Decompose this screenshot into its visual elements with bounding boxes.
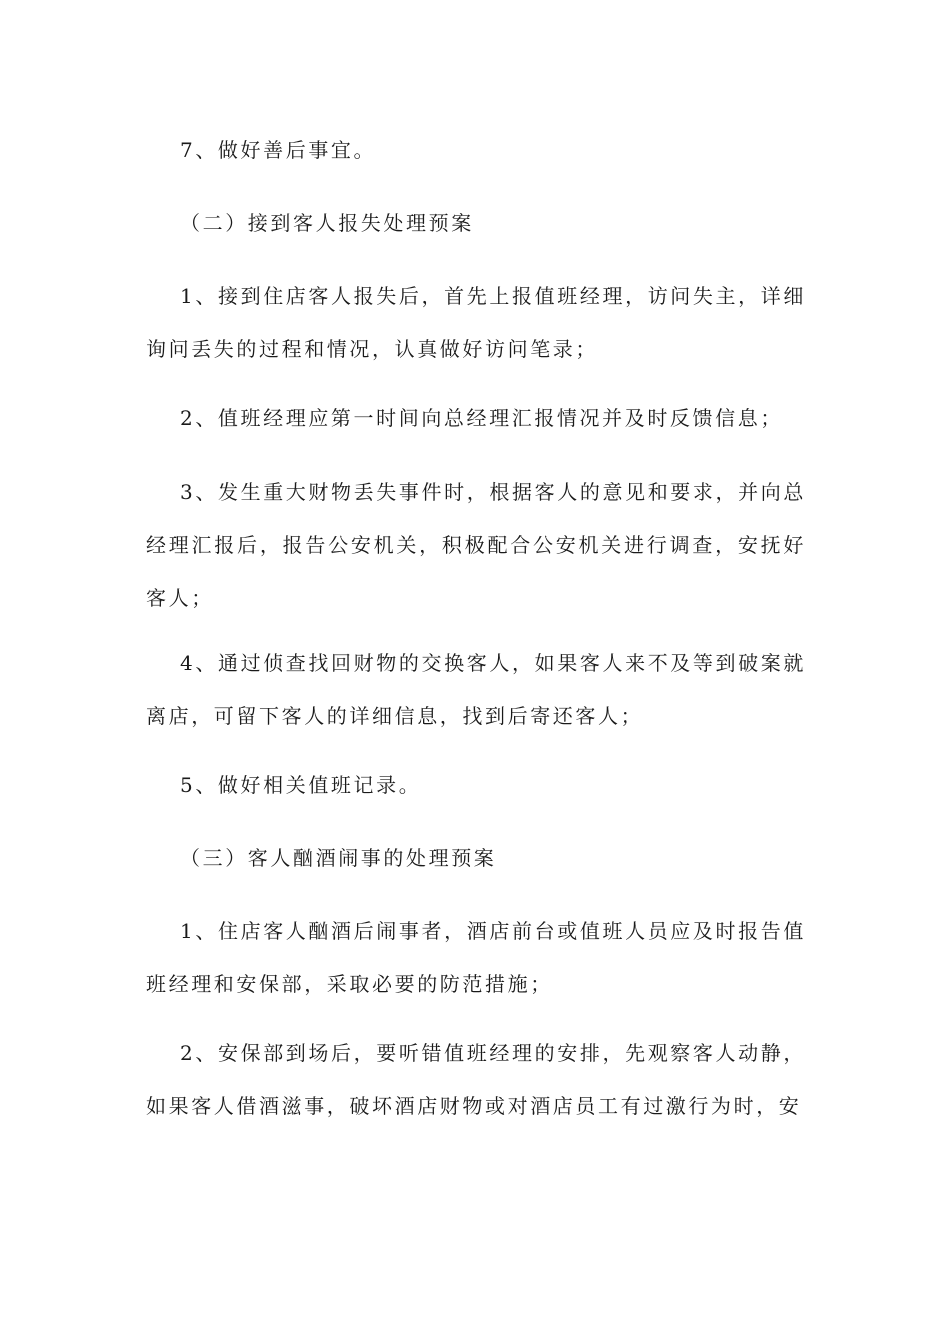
paragraph-item-2b: 2、安保部到场后，要听错值班经理的安排，先观察客人动静，如果客人借酒滋事，破坏酒店财物或对酒店员工有过激行为时，安: [146, 1041, 806, 1118]
paragraph-item-3: 3、发生重大财物丢失事件时，根据客人的意见和要求，并向总经理汇报后，报告公安机关，积极配合公安机关进行调查，安抚好客人；: [146, 480, 806, 610]
paragraph-item-1b: 1、住店客人酗酒后闹事者，酒店前台或值班人员应及时报告值班经理和安保部，采取必要的防范措施；: [146, 919, 806, 996]
section-heading-3: （三）客人酗酒闹事的处理预案: [180, 846, 497, 870]
paragraph-item-1: 1、接到住店客人报失后，首先上报值班经理，访问失主，详细询问丢失的过程和情况，认真做好访问笔录；: [146, 284, 806, 361]
paragraph-item-7: 7、做好善后事宜。: [180, 138, 377, 162]
paragraph-item-2: 2、值班经理应第一时间向总经理汇报情况并及时反馈信息；: [180, 406, 783, 430]
paragraph-item-5: 5、做好相关值班记录。: [180, 773, 422, 797]
section-heading-2: （二）接到客人报失处理预案: [180, 211, 474, 235]
paragraph-item-4: 4、通过侦查找回财物的交换客人，如果客人来不及等到破案就离店，可留下客人的详细信息，找到后寄还客人；: [146, 651, 806, 728]
